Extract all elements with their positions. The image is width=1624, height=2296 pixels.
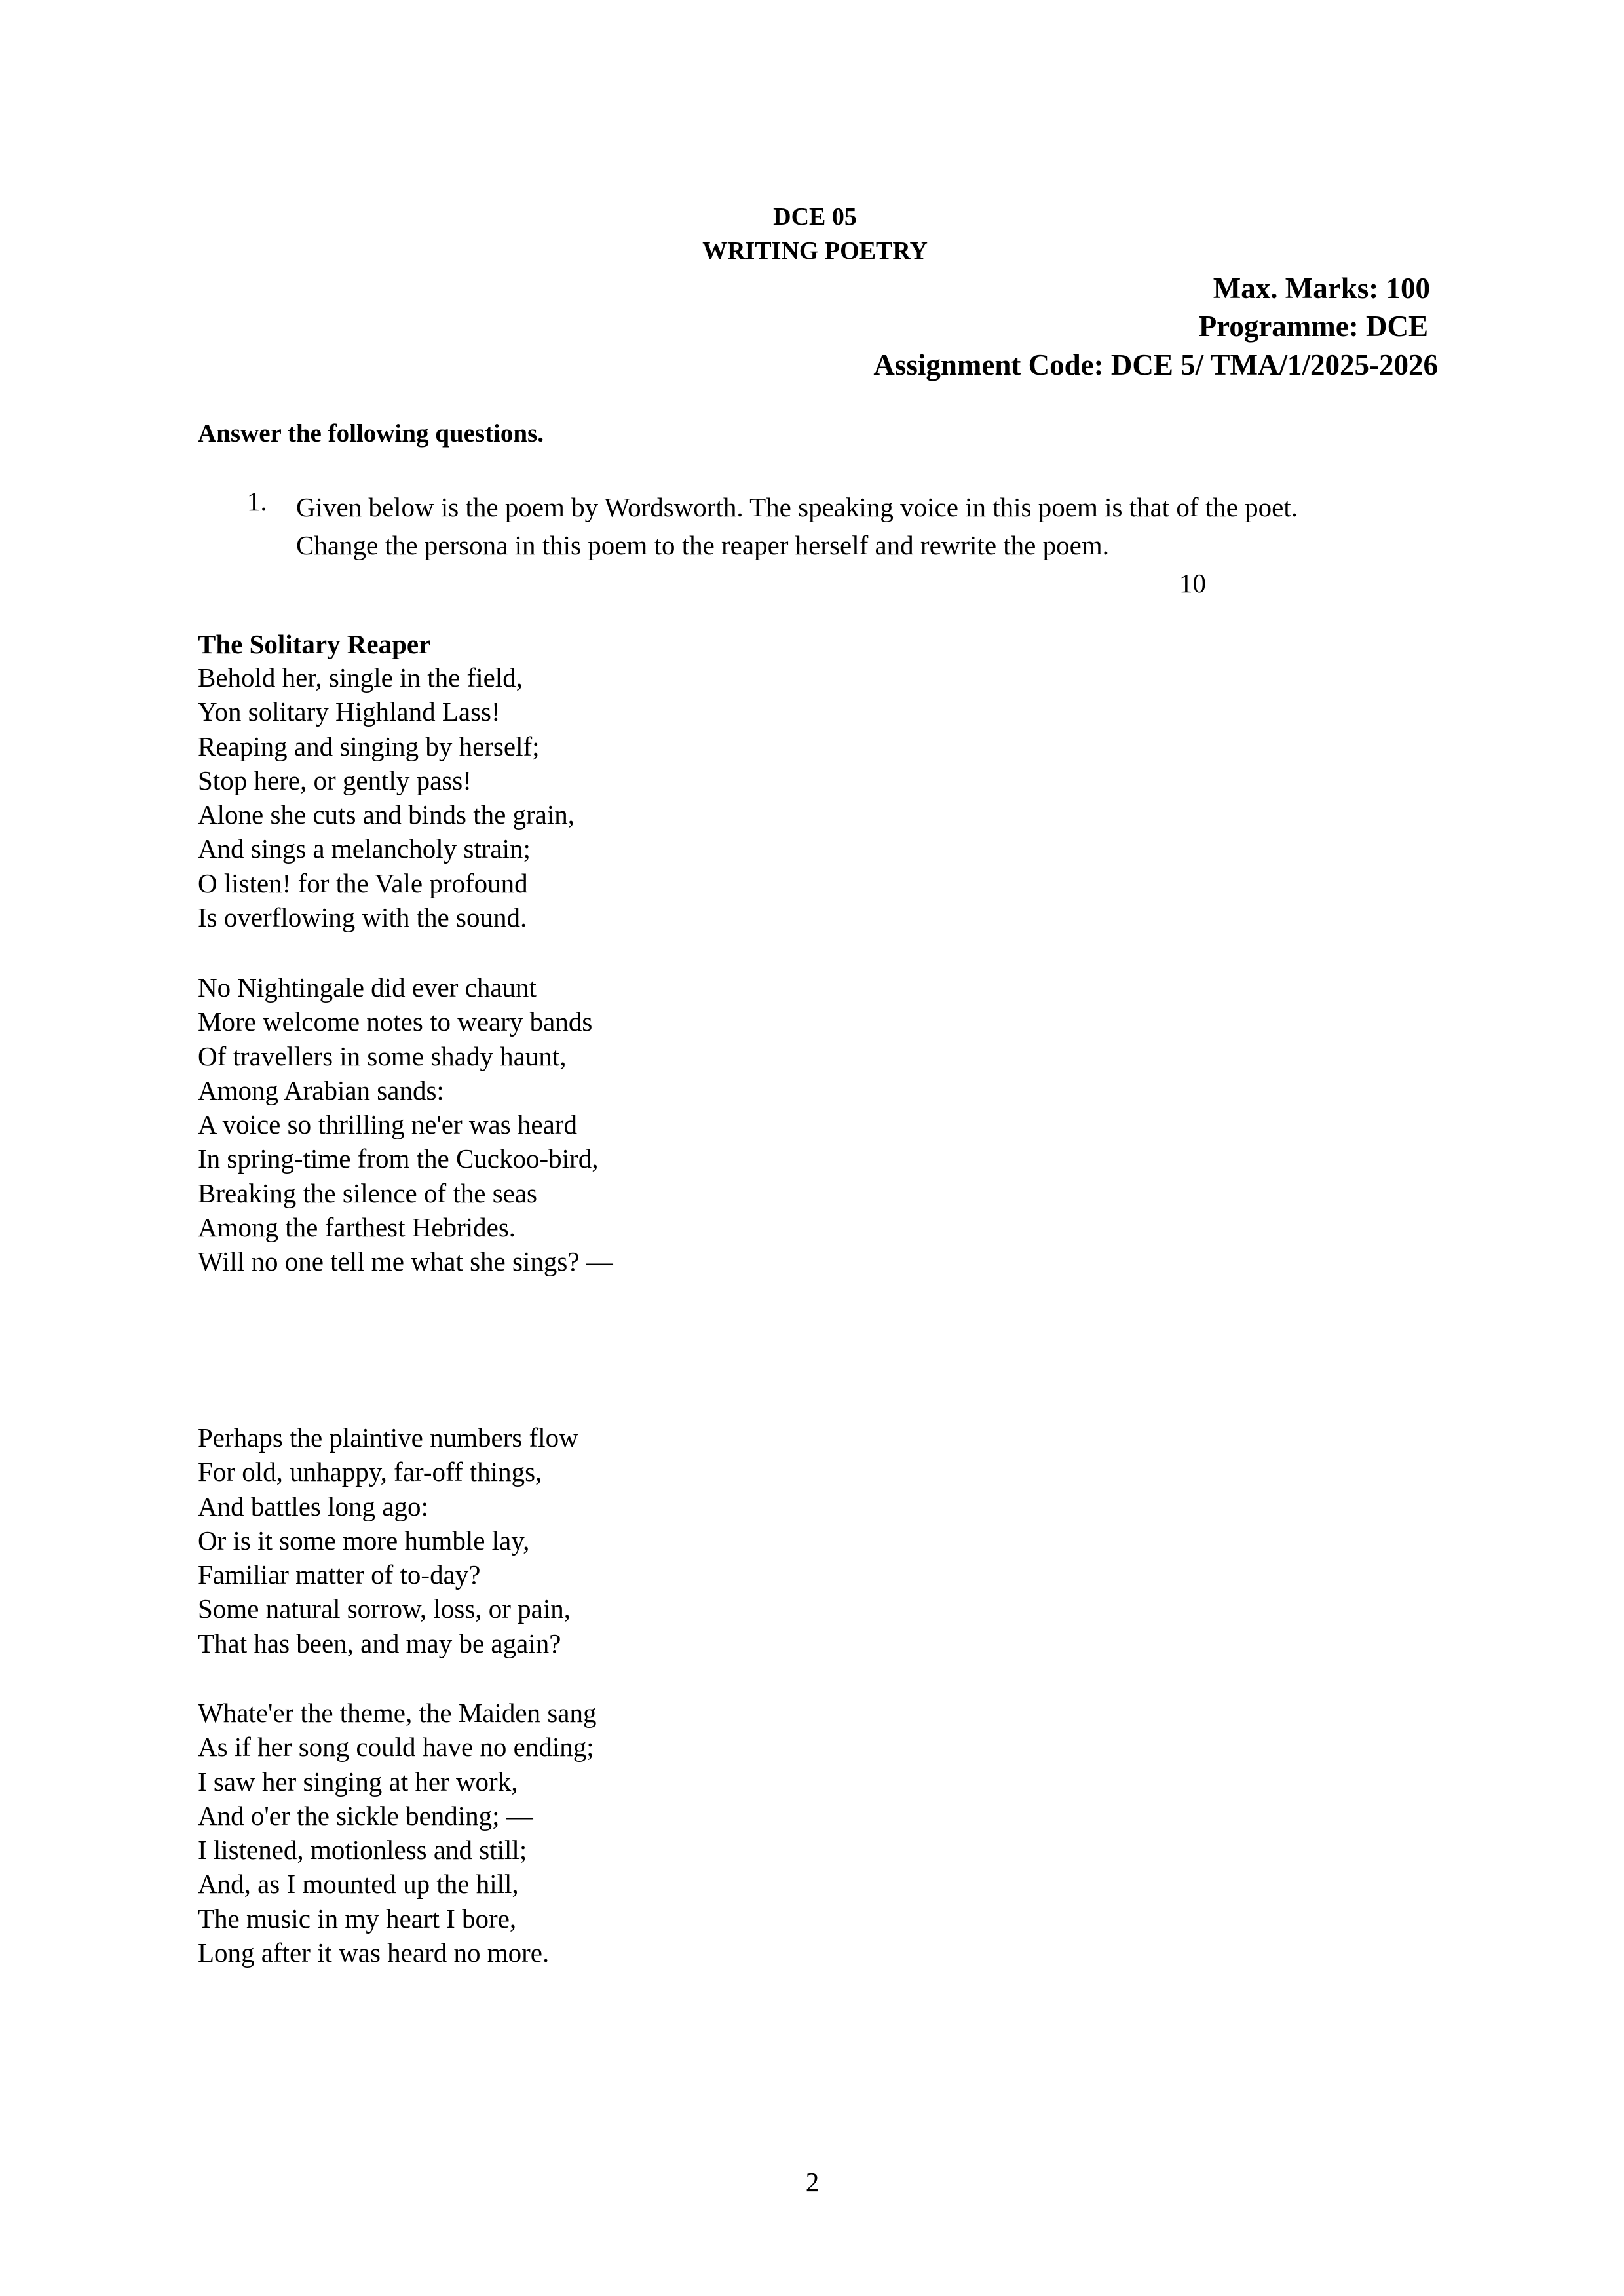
poem-line: As if her song could have no ending; [198,1732,594,1763]
poem-line: For old, unhappy, far-off things, [198,1457,542,1487]
poem-line: The music in my heart I bore, [198,1903,517,1934]
poem-line: Breaking the silence of the seas [198,1177,538,1208]
poem-line: Reaping and singing by herself; [198,731,540,761]
poem-line: And battles long ago: [198,1491,428,1521]
course-code: DCE 05 [773,203,857,231]
poem-stanza [198,660,575,934]
instruction-heading: Answer the following questions. [198,419,544,448]
poem-line: Yon solitary Highland Lass! [198,697,500,727]
poem-line: Among the farthest Hebrides. [198,1212,516,1243]
poem-line: Is overflowing with the sound. [198,902,527,933]
poem-stanza [198,1421,578,1660]
question-line: Given below is the poem by Wordsworth. The speaking voice in this poem is that of the poet. [296,492,1298,522]
poem-line: Whate'er the theme, the Maiden sang [198,1698,597,1728]
poem-line: And o'er the sickle bending; — [198,1800,533,1831]
poem-line: Long after it was heard no more. [198,1938,550,1968]
course-title: WRITING POETRY [702,237,928,265]
poem-line: Behold her, single in the field, [198,662,523,693]
question-number: 1. [247,486,267,516]
poem-line: Among Arabian sands: [198,1075,444,1105]
poem-line: I listened, motionless and still; [198,1835,527,1866]
poem-line: No Nightingale did ever chaunt [198,972,537,1003]
poem-line: Alone she cuts and binds the grain, [198,799,575,830]
poem-line: Some natural sorrow, loss, or pain, [198,1594,571,1624]
poem-line: Stop here, or gently pass! [198,765,472,795]
poem-line: Or is it some more humble lay, [198,1525,530,1556]
poem-line: Perhaps the plaintive numbers flow [198,1423,578,1453]
poem-line: In spring-time from the Cuckoo-bird, [198,1143,599,1174]
poem-line: Will no one tell me what she sings? — [198,1246,613,1277]
poem-line: More welcome notes to weary bands [198,1006,593,1037]
programme: Programme: DCE [1198,310,1428,343]
poem-title: The Solitary Reaper [198,629,431,659]
question-text [296,488,1443,564]
poem-line: Familiar matter of to-day? [198,1559,481,1590]
poem-line: I saw her singing at her work, [198,1766,518,1797]
poem-line: Of travellers in some shady haunt, [198,1041,567,1071]
assignment-code: Assignment Code: DCE 5/ TMA/1/2025-2026 [873,349,1438,381]
poem-line: A voice so thrilling ne'er was heard [198,1109,577,1140]
question-marks: 10 [1179,568,1206,598]
poem-stanza [198,970,613,1279]
poem-line: And sings a melancholy strain; [198,833,531,864]
poem-line: O listen! for the Vale profound [198,868,528,898]
poem-line: That has been, and may be again? [198,1628,561,1658]
poem-line: And, as I mounted up the hill, [198,1869,519,1900]
poem-stanza [198,1696,596,1970]
page-number: 2 [805,2167,820,2197]
max-marks: Max. Marks: 100 [1213,272,1430,305]
question-line: Change the persona in this poem to the reaper herself and rewrite the poem. [296,530,1109,560]
